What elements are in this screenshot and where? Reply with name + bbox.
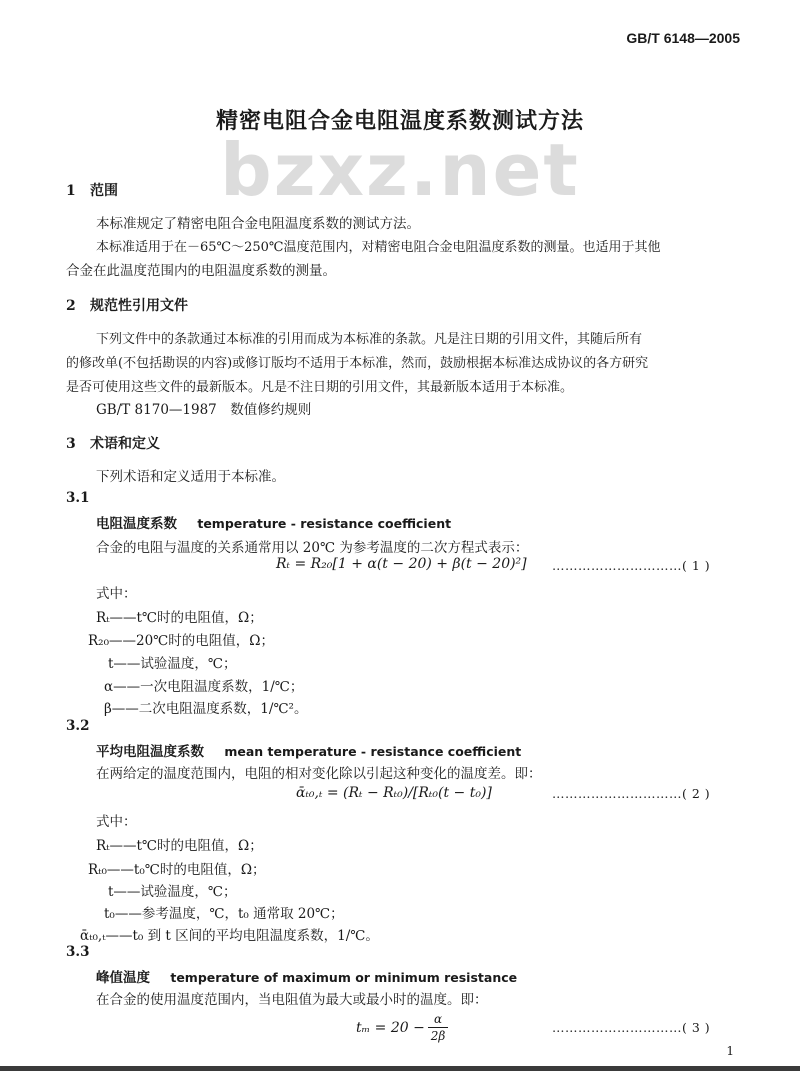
paragraph: 合金在此温度范围内的电阻温度系数的测量。 xyxy=(66,263,336,279)
variable-def: Rₜ——t℃时的电阻值，Ω； xyxy=(96,838,263,854)
section-number: 1 xyxy=(66,183,76,199)
document-title: 精密电阻合金电阻温度系数测试方法 xyxy=(215,108,584,134)
term-heading xyxy=(96,740,521,760)
section-number: 2 xyxy=(66,298,76,314)
page-bottom-rule xyxy=(0,1066,800,1071)
definition: 在两给定的温度范围内，电阻的相对变化除以引起这种变化的温度差。即： xyxy=(96,766,542,782)
term-en: temperature - resistance coefficient xyxy=(197,516,452,531)
variable-def: t——试验温度，℃； xyxy=(108,656,237,672)
clause-number: 3.2 xyxy=(66,718,90,734)
section-3-heading xyxy=(66,433,160,453)
variable-def: α——一次电阻温度系数，1/℃； xyxy=(104,679,304,695)
section-title: 规范性引用文件 xyxy=(90,298,188,314)
variable-def: Rₜ——t℃时的电阻值，Ω； xyxy=(96,610,263,626)
variable-def: t₀——参考温度，℃，t₀ 通常取 20℃； xyxy=(104,906,344,922)
fraction-bar xyxy=(428,1027,448,1028)
variable-def: R₂₀——20℃时的电阻值，Ω； xyxy=(88,633,274,649)
term-en: mean temperature - resistance coefficient xyxy=(224,744,522,759)
equation-number: …………………………( 2 ) xyxy=(552,786,711,801)
section-1-heading xyxy=(66,180,118,200)
normative-reference: GB/T 8170—1987 数值修约规则 xyxy=(96,402,312,418)
standard-number: GB/T 6148—2005 xyxy=(626,30,740,46)
watermark: bzxz.net xyxy=(220,128,580,212)
paragraph: 的修改单(不包括勘误的内容)或修订版均不适用于本标准，然而，鼓励根据本标准达成协议的各方研究 xyxy=(66,356,649,371)
term-en: temperature of maximum or minimum resistance xyxy=(170,970,518,985)
variable-def: ᾱₜ₀,ₜ——t₀ 到 t 区间的平均电阻温度系数，1/℃。 xyxy=(80,928,379,944)
section-number: 3 xyxy=(66,436,76,452)
variable-def: β——二次电阻温度系数，1/℃²。 xyxy=(104,701,308,717)
term-zh: 峰值温度 xyxy=(96,970,150,986)
fraction-numerator: α xyxy=(433,1012,443,1026)
equation-number: …………………………( 3 ) xyxy=(552,1020,711,1035)
term-heading xyxy=(96,966,517,986)
formula-fraction xyxy=(428,1012,448,1043)
section-title: 范围 xyxy=(90,183,118,199)
term-heading xyxy=(96,512,451,532)
definition: 在合金的使用温度范围内，当电阻值为最大或最小时的温度。即： xyxy=(96,992,488,1008)
clause-number: 3.1 xyxy=(66,490,90,506)
clause-number: 3.3 xyxy=(66,944,90,960)
definition: 合金的电阻与温度的关系通常用以 20℃ 为参考温度的二次方程式表示： xyxy=(96,540,529,556)
paragraph: 下列文件中的条款通过本标准的引用而成为本标准的条款。凡是注日期的引用文件，其随后所有 xyxy=(96,332,643,347)
where-label: 式中： xyxy=(96,814,137,830)
paragraph: 下列术语和定义适用于本标准。 xyxy=(96,469,285,485)
section-title: 术语和定义 xyxy=(90,436,160,452)
where-label: 式中： xyxy=(96,586,137,602)
formula: Rₜ = R₂₀[1 + α(t − 20) + β(t − 20)²] xyxy=(276,556,527,572)
formula: tₘ = 20 − xyxy=(356,1020,425,1036)
equation-number: …………………………( 1 ) xyxy=(552,558,711,573)
paragraph: 本标准适用于在－65℃～250℃温度范围内，对精密电阻合金电阻温度系数的测量。也适用于其他 xyxy=(96,240,661,255)
page-number: 1 xyxy=(726,1044,734,1058)
variable-def: Rₜ₀——t₀℃时的电阻值，Ω； xyxy=(88,862,266,878)
formula: ᾱₜ₀,ₜ = (Rₜ − Rₜ₀)/[Rₜ₀(t − t₀)] xyxy=(296,785,492,801)
variable-def: t——试验温度，℃； xyxy=(108,884,237,900)
paragraph: 是否可使用这些文件的最新版本。凡是不注日期的引用文件，其最新版本适用于本标准。 xyxy=(66,380,574,395)
paragraph: 本标准规定了精密电阻合金电阻温度系数的测试方法。 xyxy=(96,216,420,232)
term-zh: 平均电阻温度系数 xyxy=(96,744,204,760)
term-zh: 电阻温度系数 xyxy=(96,516,177,532)
section-2-heading xyxy=(66,295,188,315)
fraction-denominator: 2β xyxy=(430,1029,446,1043)
